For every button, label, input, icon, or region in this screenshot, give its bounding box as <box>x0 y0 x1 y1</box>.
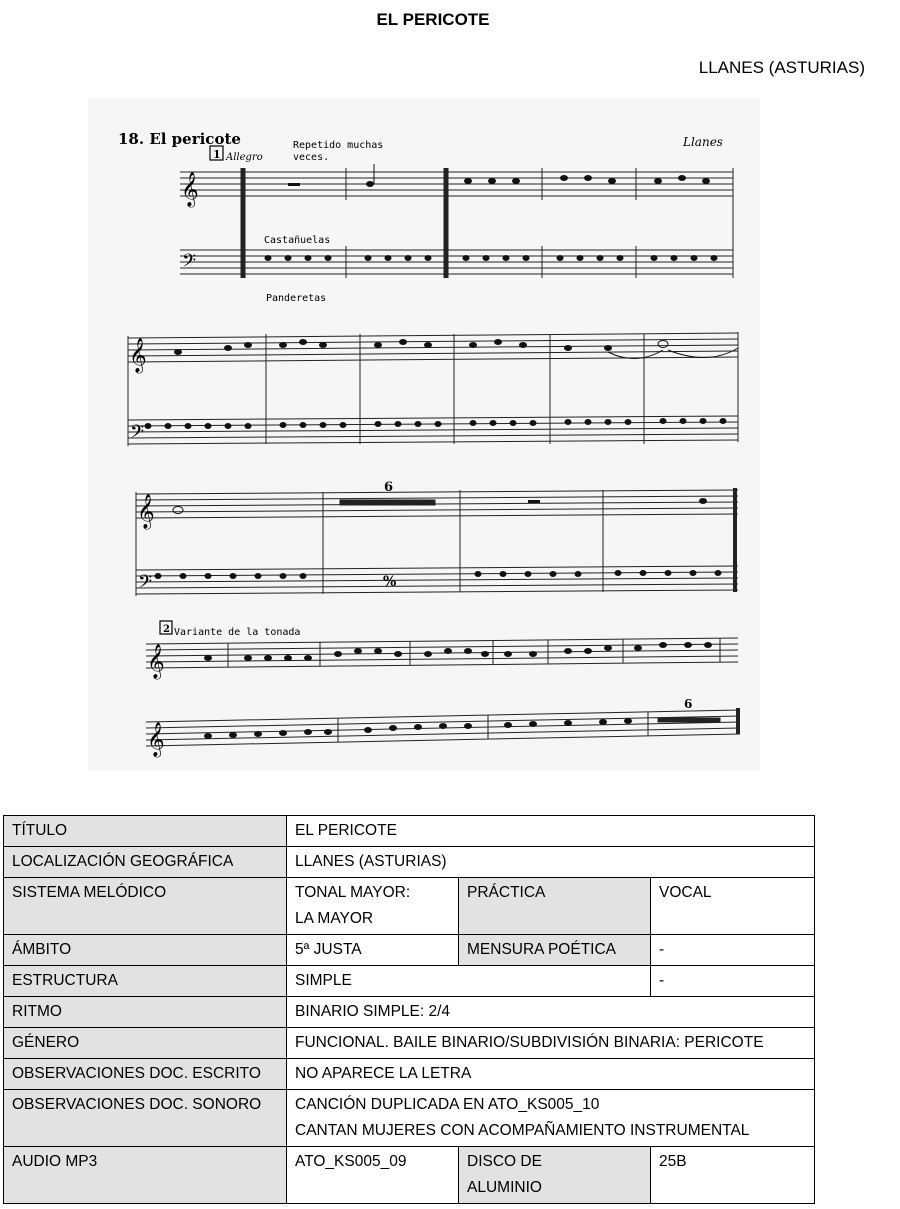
sistema-value-line-1: TONAL MAYOR: <box>295 884 411 901</box>
variant-label: Variante de la tonada <box>174 627 301 638</box>
obs-sonoro-line-1: CANCIÓN DUPLICADA EN ATO_KS005_10 <box>295 1096 600 1113</box>
sistema-value-line-2: LA MAYOR <box>295 910 374 927</box>
sistema-value <box>287 878 459 935</box>
rest-count-2: 6 <box>684 697 693 711</box>
obs-sonoro-line-2: CANTAN MUJERES CON ACOMPAÑAMIENTO INSTRUMENTAL <box>295 1122 750 1139</box>
svg-text:𝄢: 𝄢 <box>130 422 145 447</box>
music-score-image <box>88 98 760 770</box>
tambourines-label: Panderetas <box>266 293 327 304</box>
score-number-title: 18. El pericote <box>118 130 241 148</box>
disco-label <box>459 1147 651 1204</box>
practica-value: VOCAL <box>651 878 815 935</box>
genero-label: GÉNERO <box>4 1028 287 1059</box>
estructura-label: ESTRUCTURA <box>4 966 287 997</box>
instruction-line-2: veces. <box>293 152 330 163</box>
instruction-line-1: Repetido muchas <box>293 140 384 151</box>
disco-label-line-2: ALUMINIO <box>467 1179 542 1196</box>
row-obs-escrito <box>4 1059 815 1090</box>
ritmo-value: BINARIO SIMPLE: 2/4 <box>287 997 815 1028</box>
score-place: Llanes <box>683 135 723 149</box>
svg-text:𝄢: 𝄢 <box>138 572 153 597</box>
practica-label: PRÁCTICA <box>459 878 651 935</box>
mensura-label: MENSURA POÉTICA <box>459 935 651 966</box>
row-estructura <box>4 966 815 997</box>
row-ambito <box>4 935 815 966</box>
obs-escrito-label: OBSERVACIONES DOC. ESCRITO <box>4 1059 287 1090</box>
bass-clef-icon: 𝄢 <box>182 251 197 276</box>
mensura-value: - <box>651 935 815 966</box>
genero-value: FUNCIONAL. BAILE BINARIO/SUBDIVISIÓN BINARIA: PERICOTE <box>287 1028 815 1059</box>
tempo-marking: Allegro <box>226 152 263 163</box>
repeat-mark: % <box>383 574 397 590</box>
svg-text:𝄞: 𝄞 <box>129 338 147 373</box>
disco-value: 25B <box>651 1147 815 1204</box>
audio-value: ATO_KS005_09 <box>287 1147 459 1204</box>
obs-sonoro-label: OBSERVACIONES DOC. SONORO <box>4 1090 287 1147</box>
sistema-label: SISTEMA MELÓDICO <box>4 878 287 935</box>
ritmo-label: RITMO <box>4 997 287 1028</box>
page-title: EL PERICOTE <box>376 10 490 29</box>
disco-label-line-1: DISCO DE <box>467 1153 542 1170</box>
section-1-mark: 1 <box>213 148 221 161</box>
system-1 <box>180 168 733 278</box>
row-audio <box>4 1147 815 1204</box>
system-4 <box>146 638 738 668</box>
treble-clef-icon: 𝄞 <box>181 172 199 207</box>
rest-count-1: 6 <box>384 480 394 495</box>
estructura-extra: - <box>651 966 815 997</box>
localizacion-value: LLANES (ASTURIAS) <box>287 847 815 878</box>
row-genero <box>4 1028 815 1059</box>
row-localizacion <box>4 847 815 878</box>
system-3 <box>136 488 738 596</box>
obs-sonoro-value <box>287 1090 815 1147</box>
titulo-label: TÍTULO <box>4 816 287 847</box>
ambito-value: 5ª JUSTA <box>287 935 459 966</box>
svg-text:𝄞: 𝄞 <box>137 494 155 529</box>
castanets-label: Castañuelas <box>264 235 331 246</box>
svg-text:𝄞: 𝄞 <box>147 722 165 757</box>
audio-label: AUDIO MP3 <box>4 1147 287 1204</box>
row-titulo <box>4 816 815 847</box>
row-sistema <box>4 878 815 935</box>
system-1-notes <box>265 164 718 261</box>
obs-escrito-value: NO APARECE LA LETRA <box>287 1059 815 1090</box>
estructura-value: SIMPLE <box>287 966 651 997</box>
titulo-value: EL PERICOTE <box>287 816 815 847</box>
localizacion-label: LOCALIZACIÓN GEOGRÁFICA <box>4 847 287 878</box>
system-2 <box>128 332 738 446</box>
row-ritmo <box>4 997 815 1028</box>
row-obs-sonoro <box>4 1090 815 1147</box>
ambito-label: ÁMBITO <box>4 935 287 966</box>
section-2-mark: 2 <box>163 624 170 635</box>
svg-text:𝄞: 𝄞 <box>147 644 165 679</box>
location-heading: LLANES (ASTURIAS) <box>698 58 865 77</box>
metadata-table <box>3 815 815 1204</box>
